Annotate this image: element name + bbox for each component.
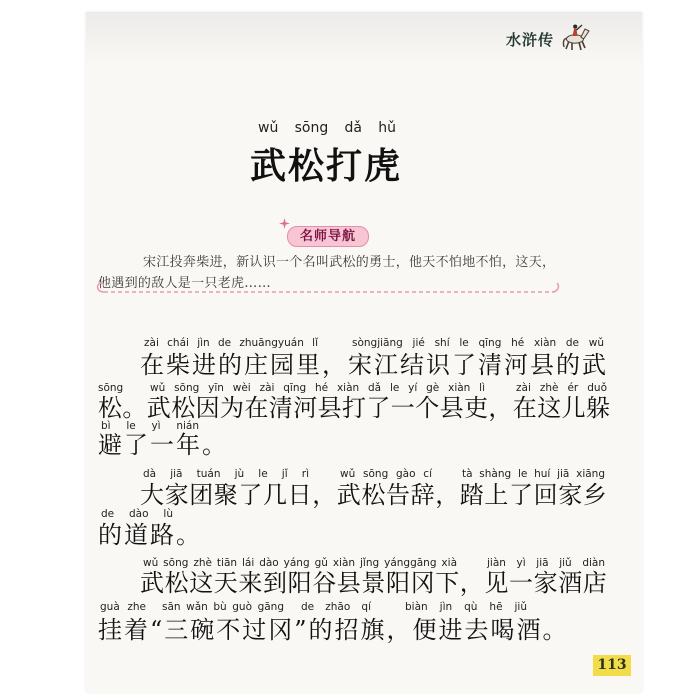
body-line: 大家团聚了几日，武松告辞，踏上了回家乡 — [140, 481, 608, 509]
body-line: 松。武松因为在清河县打了一个县吏，在这儿躲 — [98, 394, 611, 422]
guide-text-line: 他遇到的敌人是一只老虎…… — [98, 276, 271, 291]
pinyin-segment: wǔ sōng yīn wèi zài qīng hé xiàn dǎ le yí gè xiàn lì — [150, 382, 485, 394]
pinyin-segment: tà shàng le huí jiā xiāng — [462, 468, 605, 480]
pinyin-segment: jiàn yì jiā jiǔ diàn — [487, 557, 605, 569]
pinyin-segment: guà zhe — [100, 601, 146, 613]
page-number: 113 — [593, 655, 631, 676]
sparkle-icon — [279, 218, 290, 229]
pinyin-segment: dà jiā tuán jù le jǐ rì — [143, 468, 309, 480]
pinyin-segment: sōng — [98, 382, 124, 394]
chapter-title: 武松打虎 — [250, 145, 403, 187]
body-line: 武松这天来到阳谷县景阳冈下，见一家酒店 — [140, 569, 608, 597]
pinyin-segment: de dào lù — [101, 508, 173, 520]
pinyin-segment: zài chái jìn de zhuāngyuán lǐ — [144, 337, 318, 349]
pinyin-segment: wǔ sōng gào cí — [340, 468, 432, 480]
title-pinyin: wǔ sōng dǎ hǔ — [258, 120, 396, 136]
pinyin-segment: zài zhè ér duǒ — [516, 382, 607, 394]
book-title: 水浒传 — [506, 31, 555, 49]
pinyin-segment: de zhāo qí — [301, 601, 371, 613]
pinyin-segment: wǔ sōng zhè tiān lái dào yáng gǔ xiàn jǐng yánggāng xià — [143, 557, 457, 569]
guide-badge: 名师导航 — [287, 226, 369, 247]
body-line: 的道路。 — [98, 521, 202, 549]
body-line: 避了一年。 — [98, 431, 228, 459]
pinyin-segment: sān wǎn bù guò gāng — [162, 601, 284, 613]
dashed-divider — [90, 262, 570, 302]
header-band — [86, 12, 642, 64]
body-line: 挂着“三碗不过冈”的招旗，便进去喝酒。 — [98, 616, 569, 644]
guide-text-line: 宋江投奔柴进，新认识一个名叫武松的勇士，他天不怕地不怕，这天， — [143, 255, 556, 270]
body-line: 在柴进的庄园里，宋江结识了清河县的武 — [140, 351, 608, 379]
horseman-icon — [560, 20, 592, 52]
pinyin-segment: sòngjiāng jié shí le qīng hé xiàn de wǔ — [352, 337, 604, 349]
pinyin-segment: bì le yì nián — [101, 420, 199, 432]
pinyin-segment: biàn jìn qù hē jiǔ — [405, 601, 527, 613]
